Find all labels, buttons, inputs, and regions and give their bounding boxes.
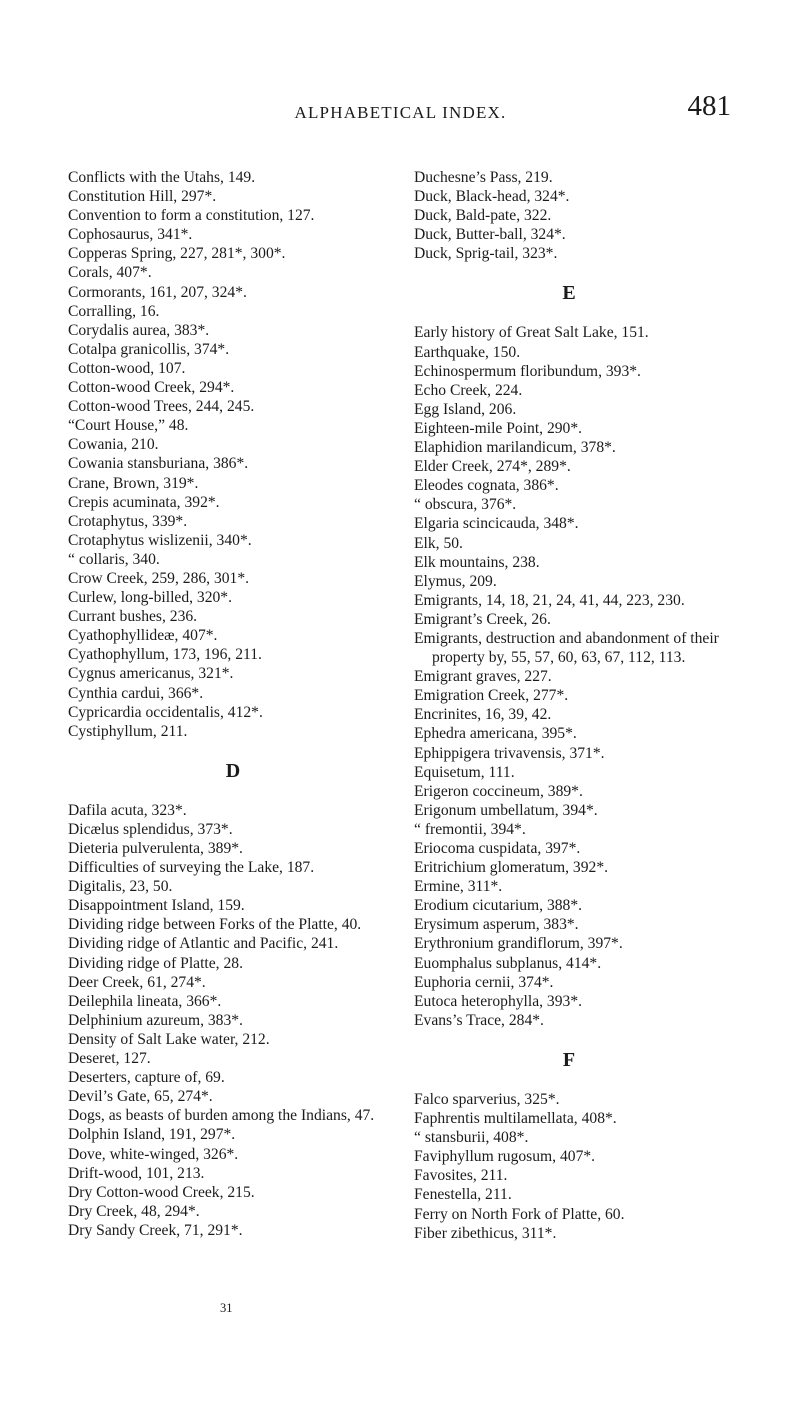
index-entry: Copperas Spring, 227, 281*, 300*. bbox=[68, 245, 286, 263]
index-entry: Erigonum umbellatum, 394*. bbox=[414, 801, 598, 819]
index-entry: Deilephila lineata, 366*. bbox=[68, 992, 222, 1010]
page-number: 481 bbox=[687, 90, 731, 122]
index-entry: Fiber zibethicus, 311*. bbox=[414, 1224, 557, 1242]
index-entry: Earthquake, 150. bbox=[414, 343, 521, 361]
index-entry: Cygnus americanus, 321*. bbox=[68, 665, 234, 683]
index-entry: Currant bushes, 236. bbox=[68, 608, 198, 626]
index-entry: Early history of Great Salt Lake, 151. bbox=[414, 324, 649, 342]
index-entry: “ obscura, 376*. bbox=[414, 496, 517, 514]
index-entry: Difficulties of surveying the Lake, 187. bbox=[68, 859, 315, 877]
index-entry: Cystiphyllum, 211. bbox=[68, 722, 188, 740]
index-entry: Deer Creek, 61, 274*. bbox=[68, 973, 206, 991]
index-entry: Falco sparverius, 325*. bbox=[414, 1090, 560, 1108]
index-entry: Euphoria cernii, 374*. bbox=[414, 973, 554, 991]
index-entry: Devil’s Gate, 65, 274*. bbox=[68, 1088, 213, 1106]
index-entry: Corydalis aurea, 383*. bbox=[68, 321, 210, 339]
index-entry: Duck, Butter-ball, 324*. bbox=[414, 226, 566, 244]
index-entry: Corralling, 16. bbox=[68, 302, 160, 320]
index-entry: Ermine, 311*. bbox=[414, 878, 503, 896]
index-entry: Constitution Hill, 297*. bbox=[68, 188, 217, 206]
index-entry: Emigrants, destruction and abandonment of their property by, 55, 57, 60, 63, 67, 112, 113. bbox=[414, 629, 719, 667]
index-entry: Cophosaurus, 341*. bbox=[68, 226, 193, 244]
index-entry: Dieteria pulverulenta, 389*. bbox=[68, 840, 243, 857]
index-entry: Conflicts with the Utahs, 149. bbox=[68, 169, 256, 186]
index-entry: Crane, Brown, 319*. bbox=[68, 474, 199, 492]
index-entry: Cyathophyllum, 173, 196, 211. bbox=[68, 646, 262, 664]
index-entry: “Court House,” 48. bbox=[68, 417, 189, 435]
index-entry: Curlew, long-billed, 320*. bbox=[68, 589, 233, 607]
index-entry: Dividing ridge between Forks of the Platte, 40. bbox=[68, 916, 362, 934]
index-entry: Cowania stansburiana, 386*. bbox=[68, 455, 249, 473]
index-entry: Dove, white-winged, 326*. bbox=[68, 1145, 239, 1163]
index-entry: Dry Cotton-wood Creek, 215. bbox=[68, 1183, 255, 1201]
index-entry: Cotton-wood Trees, 244, 245. bbox=[68, 398, 255, 416]
signature-mark: 31 bbox=[220, 1301, 233, 1315]
index-entry: Ephedra americana, 395*. bbox=[414, 725, 577, 743]
index-entry: Disappointment Island, 159. bbox=[68, 897, 245, 915]
index-entry: Dividing ridge of Atlantic and Pacific, 241. bbox=[68, 935, 339, 953]
index-entry: Erodium cicutarium, 388*. bbox=[414, 897, 583, 915]
left-index-column bbox=[68, 168, 408, 1240]
index-entry: Corals, 407*. bbox=[68, 264, 152, 282]
index-entry: Emigrants, 14, 18, 21, 24, 41, 44, 223, 230. bbox=[414, 591, 685, 609]
index-entry: Euomphalus subplanus, 414*. bbox=[414, 954, 602, 972]
index-entry: Cotton-wood, 107. bbox=[68, 359, 186, 377]
index-entry: Cypricardia occidentalis, 412*. bbox=[68, 703, 263, 721]
index-entry: Cormorants, 161, 207, 324*. bbox=[68, 283, 247, 301]
index-entry: Cowania, 210. bbox=[68, 436, 159, 454]
index-entry: Elymus, 209. bbox=[414, 572, 497, 590]
index-entry: Dafila acuta, 323*. bbox=[68, 801, 187, 819]
index-entry: Eritrichium glomeratum, 392*. bbox=[414, 859, 609, 877]
index-entry: Dolphin Island, 191, 297*. bbox=[68, 1126, 236, 1144]
entries-f bbox=[414, 1090, 754, 1243]
index-entry: Equisetum, 111. bbox=[414, 763, 515, 781]
index-entry: Crotaphytus, 339*. bbox=[68, 512, 188, 530]
index-entry: Elk mountains, 238. bbox=[414, 553, 540, 571]
index-entry: Egg Island, 206. bbox=[414, 400, 517, 418]
index-entry: Cynthia cardui, 366*. bbox=[68, 684, 204, 702]
section-letter-d: D bbox=[225, 759, 241, 782]
index-entry: Crepis acuminata, 392*. bbox=[68, 493, 220, 511]
entries-c bbox=[68, 168, 408, 741]
index-entry: Erysimum asperum, 383*. bbox=[414, 916, 579, 934]
index-entry: Emigrant’s Creek, 26. bbox=[414, 610, 551, 628]
index-entry: Faviphyllum rugosum, 407*. bbox=[414, 1148, 596, 1166]
index-entry: Cotton-wood Creek, 294*. bbox=[68, 379, 235, 397]
index-entry: Faphrentis multilamellata, 408*. bbox=[414, 1110, 617, 1128]
index-entry: Duck, Bald-pate, 322. bbox=[414, 207, 552, 225]
index-entry: Eutoca heterophylla, 393*. bbox=[414, 992, 583, 1010]
index-entry: Eriocoma cuspidata, 397*. bbox=[414, 840, 581, 857]
index-entry: Cotalpa granicollis, 374*. bbox=[68, 340, 230, 358]
index-entry: Eighteen-mile Point, 290*. bbox=[414, 419, 583, 437]
index-entry: Dry Sandy Creek, 71, 291*. bbox=[68, 1221, 243, 1239]
index-entry: Encrinites, 16, 39, 42. bbox=[414, 706, 552, 724]
entries-e bbox=[414, 323, 754, 1029]
index-entry: Elaphidion marilandicum, 378*. bbox=[414, 439, 616, 457]
section-letter-f: F bbox=[562, 1048, 576, 1071]
index-entry: “ collaris, 340. bbox=[68, 550, 160, 568]
index-entry: Delphinium azureum, 383*. bbox=[68, 1011, 243, 1029]
index-entry: Duck, Sprig-tail, 323*. bbox=[414, 245, 558, 263]
index-entry: Dicælus splendidus, 373*. bbox=[68, 820, 233, 838]
index-entry: Eleodes cognata, 386*. bbox=[414, 477, 559, 495]
index-entry: Dogs, as beasts of burden among the Indians, 47. bbox=[68, 1107, 375, 1125]
entries-d-continued bbox=[414, 168, 754, 263]
index-entry: Evans’s Trace, 284*. bbox=[414, 1011, 544, 1029]
index-entry: Emigrant graves, 227. bbox=[414, 668, 552, 686]
index-entry: Dry Creek, 48, 294*. bbox=[68, 1202, 200, 1220]
index-entry: Echo Creek, 224. bbox=[414, 381, 523, 399]
section-letter-e: E bbox=[562, 282, 576, 305]
right-index-column bbox=[414, 168, 754, 1243]
index-entry: “ fremontii, 394*. bbox=[414, 820, 526, 838]
index-entry: Crotaphytus wislizenii, 340*. bbox=[68, 531, 252, 549]
index-entry: Favosites, 211. bbox=[414, 1167, 508, 1185]
index-entry: Deseret, 127. bbox=[68, 1050, 151, 1068]
index-entry: Elder Creek, 274*, 289*. bbox=[414, 458, 571, 476]
index-entry: Emigration Creek, 277*. bbox=[414, 687, 569, 705]
index-entry: Ephippigera trivavensis, 371*. bbox=[414, 744, 605, 762]
index-entry: Deserters, capture of, 69. bbox=[68, 1069, 225, 1087]
index-entry: Elgaria scincicauda, 348*. bbox=[414, 515, 579, 533]
index-entry: Erythronium grandiflorum, 397*. bbox=[414, 935, 623, 953]
index-entry: Duck, Black-head, 324*. bbox=[414, 188, 570, 206]
index-entry: Digitalis, 23, 50. bbox=[68, 878, 173, 896]
running-header-title: ALPHABETICAL INDEX. bbox=[294, 103, 507, 122]
entries-d bbox=[68, 801, 408, 1240]
index-entry: Echinospermum floribundum, 393*. bbox=[414, 362, 641, 380]
index-entry: Erigeron coccineum, 389*. bbox=[414, 782, 583, 800]
index-entry: Ferry on North Fork of Platte, 60. bbox=[414, 1205, 625, 1223]
index-entry: Duchesne’s Pass, 219. bbox=[414, 169, 553, 186]
index-entry: Fenestella, 211. bbox=[414, 1186, 512, 1204]
index-entry: Cyathophyllideæ, 407*. bbox=[68, 627, 218, 645]
index-entry: Elk, 50. bbox=[414, 534, 463, 552]
index-entry: Crow Creek, 259, 286, 301*. bbox=[68, 569, 250, 587]
index-entry: Density of Salt Lake water, 212. bbox=[68, 1030, 270, 1048]
index-entry: Convention to form a constitution, 127. bbox=[68, 207, 315, 225]
index-entry: “ stansburii, 408*. bbox=[414, 1129, 529, 1147]
index-entry: Drift-wood, 101, 213. bbox=[68, 1164, 205, 1182]
index-entry: Dividing ridge of Platte, 28. bbox=[68, 954, 243, 972]
